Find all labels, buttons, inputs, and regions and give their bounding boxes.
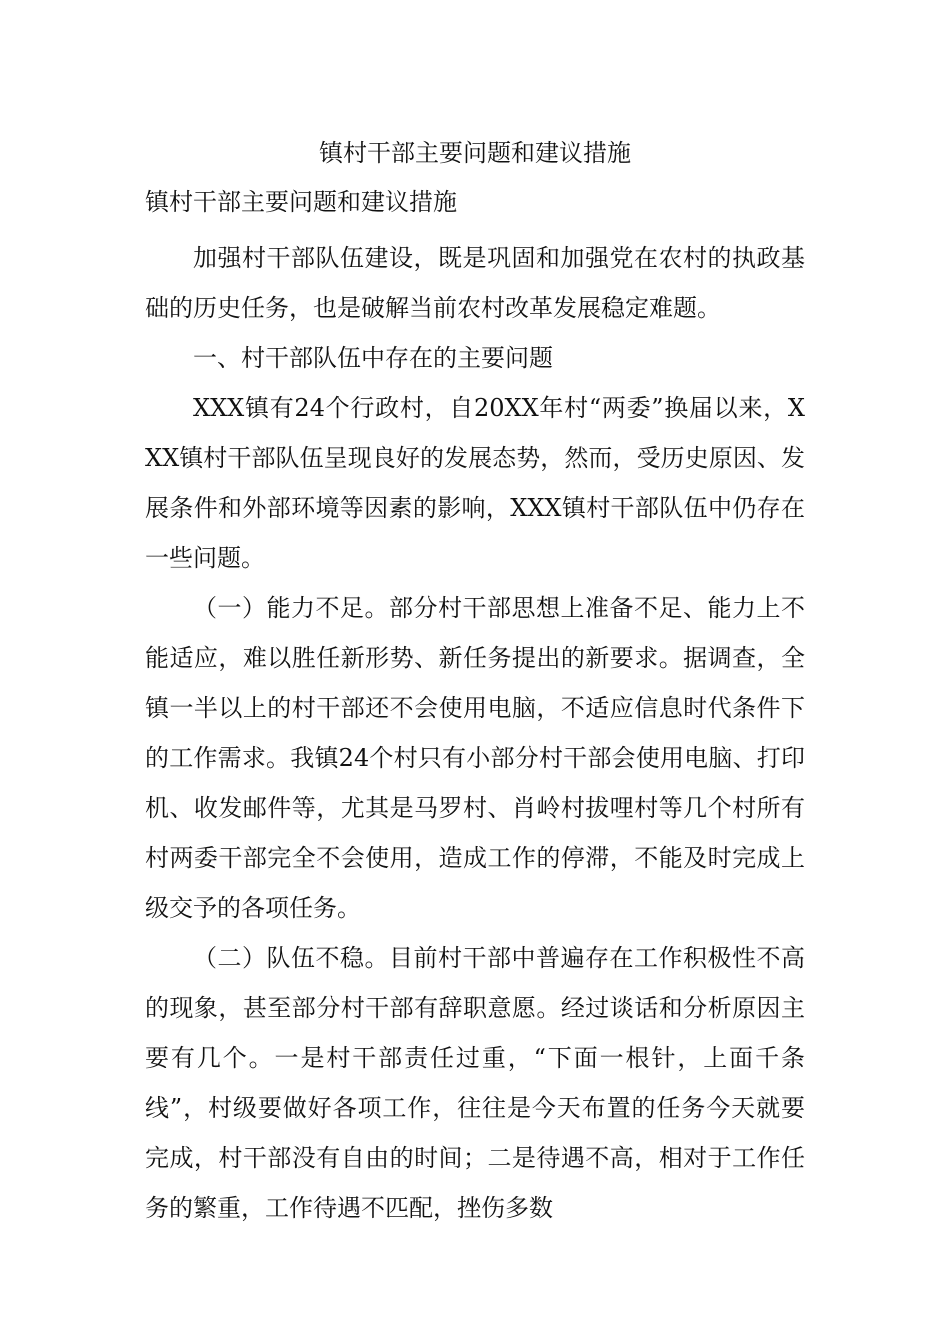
document-title: 镇村干部主要问题和建议措施 [319,139,631,167]
paragraph-ability: （一）能力不足。部分村干部思想上准备不足、能力上不能适应，难以胜任新形势、新任务提出的新要求。据调查，全镇一半以上的村干部还不会使用电脑，不适应信息时代条件下的工作需求。我镇24个村只有小部分村干部会使用电脑、打印机、收发邮件等，尤其是马罗村、肖岭村拔哩村等几个村所有村两委干部完全不会使用，造成工作的停滞，不能及时完成上级交予的各项任务。 [145,594,805,922]
paragraph-stability: （二）队伍不稳。目前村干部中普遍存在工作积极性不高的现象，甚至部分村干部有辞职意愿。经过谈话和分析原因主要有几个。一是村干部责任过重，“下面一根针，上面千条线”，村级要做好各项工作，往往是今天布置的任务今天就要完成，村干部没有自由的时间；二是待遇不高，相对于工作任务的繁重，工作待遇不匹配，挫伤多数 [145,944,805,1222]
document-subtitle: 镇村干部主要问题和建议措施 [145,188,457,216]
document-body [145,233,805,1233]
section-heading-1: 一、村干部队伍中存在的主要问题 [193,344,553,372]
paragraph-overview: XXX镇有24个行政村，自20XX年村“两委”换届以来，XXX镇村干部队伍呈现良好的发展态势，然而，受历史原因、发展条件和外部环境等因素的影响，XXX镇村干部队伍中仍存在一些问题。 [145,394,805,572]
paragraph-intro: 加强村干部队伍建设，既是巩固和加强党在农村的执政基础的历史任务，也是破解当前农村改革发展稳定难题。 [145,244,805,322]
